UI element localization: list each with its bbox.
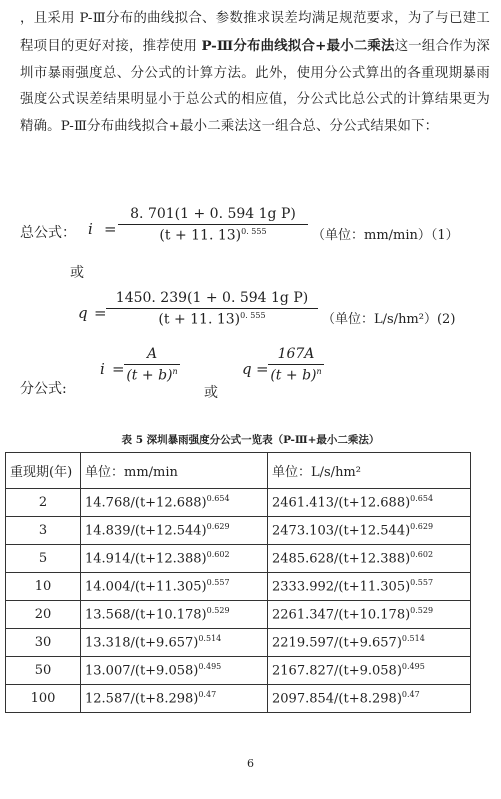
rainfall-intensity-table [5,452,471,713]
formula2-unit: （单位：L/s/hm²）(2) [322,312,456,327]
formula3-q: q [242,360,252,378]
cell-return-period: 20 [6,601,81,629]
formula3-numerator-q: 167A [277,346,315,362]
cell-return-period: 50 [6,657,81,685]
cell-mm-min [81,517,268,545]
cell-return-period: 2 [6,489,81,517]
formula1-label: 总公式： [20,225,76,241]
formula1-denominator: (t + 11. 13) [159,227,242,244]
cell-l-exponent: 0.495 [401,662,425,672]
formula1-exponent: 0. 555 [241,227,267,236]
formula3-i: i [100,360,105,378]
cell-return-period: 3 [6,517,81,545]
table-row [6,629,471,657]
cell-mm-min [81,601,268,629]
formula2-fraction [106,290,318,328]
cell-return-period: 5 [6,545,81,573]
cell-mm-exponent: 0.629 [206,522,230,532]
cell-mm-formula: 14.839/(t+12.544) [85,523,207,539]
cell-mm-exponent: 0.47 [198,690,217,700]
cell-mm-min [81,489,268,517]
cell-mm-formula: 14.914/(t+12.388) [85,551,207,567]
formula1-unit: （单位：mm/min）（1） [312,228,459,243]
cell-l-exponent: 0.629 [410,522,434,532]
formula3-exponent-q: n [316,367,322,376]
formula2-numerator: 1450. 239(1 + 0. 594 1g P) [115,290,309,306]
cell-mm-formula: 14.768/(t+12.688) [85,495,207,511]
header-unit-mm-min: 单位：mm/min [81,453,268,489]
formula1-numerator: 8. 701(1 + 0. 594 1g P) [130,206,296,222]
cell-l-s-hm2 [268,657,471,685]
cell-l-s-hm2 [268,629,471,657]
formula3-denominator-i: (t + b) [126,367,173,384]
cell-l-formula: 2097.854/(t+8.298) [272,691,402,707]
formula2-equals: = [94,304,107,322]
cell-l-formula: 2219.597/(t+9.657) [272,635,402,651]
formula3-denominator-q: (t + b) [270,367,317,384]
table-row [6,517,471,545]
body-paragraph [20,6,490,141]
cell-l-exponent: 0.47 [401,690,420,700]
cell-l-exponent: 0.654 [410,494,434,504]
cell-mm-formula: 13.007/(t+9.058) [85,663,199,679]
cell-l-formula: 2261.347/(t+10.178) [272,607,411,623]
cell-mm-exponent: 0.557 [206,578,230,588]
formula3-equals-2: = [256,360,269,378]
cell-mm-exponent: 0.654 [206,494,230,504]
formula3-exponent-i: n [172,367,178,376]
cell-l-formula: 2485.628/(t+12.388) [272,551,411,567]
formula3-bar-q [268,364,324,365]
cell-l-exponent: 0.529 [410,606,434,616]
cell-l-formula: 2473.103/(t+12.544) [272,523,411,539]
formula2-denominator: (t + 11. 13) [158,311,241,328]
cell-return-period: 10 [6,573,81,601]
formula3-fraction-i [124,346,180,384]
page-number: 6 [247,757,254,770]
table-row [6,657,471,685]
cell-mm-exponent: 0.514 [198,634,222,644]
cell-l-s-hm2 [268,517,471,545]
cell-l-formula: 2167.827/(t+9.058) [272,663,402,679]
formula3-or: 或 [204,385,218,401]
table-row [6,685,471,713]
cell-return-period: 100 [6,685,81,713]
cell-mm-formula: 12.587/(t+8.298) [85,691,199,707]
cell-l-formula: 2461.413/(t+12.688) [272,495,411,511]
formula1-fraction [118,206,308,244]
cell-mm-formula: 14.004/(t+11.305) [85,579,207,595]
cell-l-exponent: 0.514 [401,634,425,644]
cell-l-s-hm2 [268,545,471,573]
formula1-equals: = [104,220,117,238]
paragraph-bold-text: P-Ⅲ分布曲线拟合+最小二乘法 [201,37,395,54]
cell-mm-exponent: 0.529 [206,606,230,616]
cell-mm-min [81,573,268,601]
formula3-bar-i [124,364,180,365]
cell-l-exponent: 0.557 [410,578,434,588]
or-label: 或 [70,265,84,281]
cell-mm-min [81,629,268,657]
cell-l-exponent: 0.602 [410,550,434,560]
formula3-fraction-q [268,346,324,384]
formula2-exponent: 0. 555 [240,311,266,320]
cell-mm-exponent: 0.495 [198,662,222,672]
cell-mm-min [81,685,268,713]
cell-mm-formula: 13.568/(t+10.178) [85,607,207,623]
table-row [6,489,471,517]
table-header-row [6,453,471,489]
formula1-fraction-bar [118,224,308,225]
cell-mm-exponent: 0.602 [206,550,230,560]
table-caption: 表 5 深圳暴雨强度分公式一览表（P-Ⅲ+最小二乘法） [121,434,380,446]
header-unit-l-s-hm2: 单位：L/s/hm² [268,453,471,489]
formula3-label: 分公式: [20,381,67,397]
cell-l-s-hm2 [268,489,471,517]
table-row [6,573,471,601]
table-row [6,601,471,629]
cell-mm-formula: 13.318/(t+9.657) [85,635,199,651]
cell-return-period: 30 [6,629,81,657]
formula2-lhs: q [78,304,88,322]
table-row [6,545,471,573]
cell-l-s-hm2 [268,685,471,713]
header-return-period: 重现期(年) [6,453,81,489]
cell-mm-min [81,545,268,573]
formula2-fraction-bar [106,308,318,309]
cell-l-s-hm2 [268,601,471,629]
cell-mm-min [81,657,268,685]
paragraph-text-1: ，且采用 P-Ⅲ分布的曲线拟合、参数推求误差均满足规范要求，为了与已建工程项目的更好对接，推荐使用 [20,11,490,54]
paragraph-text-2: 这一组合作为深圳市暴雨强度总、分公式的计算方法。此外，使用分公式算出的各重现期暴雨强度公式误差结果明显小于总公式的相应值，分公式比总公式的计算结果更为精确。P-Ⅲ分布曲线拟合+最小二乘法这一组合总、分公式结果如下： [20,38,490,135]
cell-l-s-hm2 [268,573,471,601]
formula3-equals-1: = [112,360,125,378]
formula1-lhs: i [88,220,93,238]
cell-l-formula: 2333.992/(t+11.305) [272,579,411,595]
formula3-numerator-i: A [146,346,158,362]
